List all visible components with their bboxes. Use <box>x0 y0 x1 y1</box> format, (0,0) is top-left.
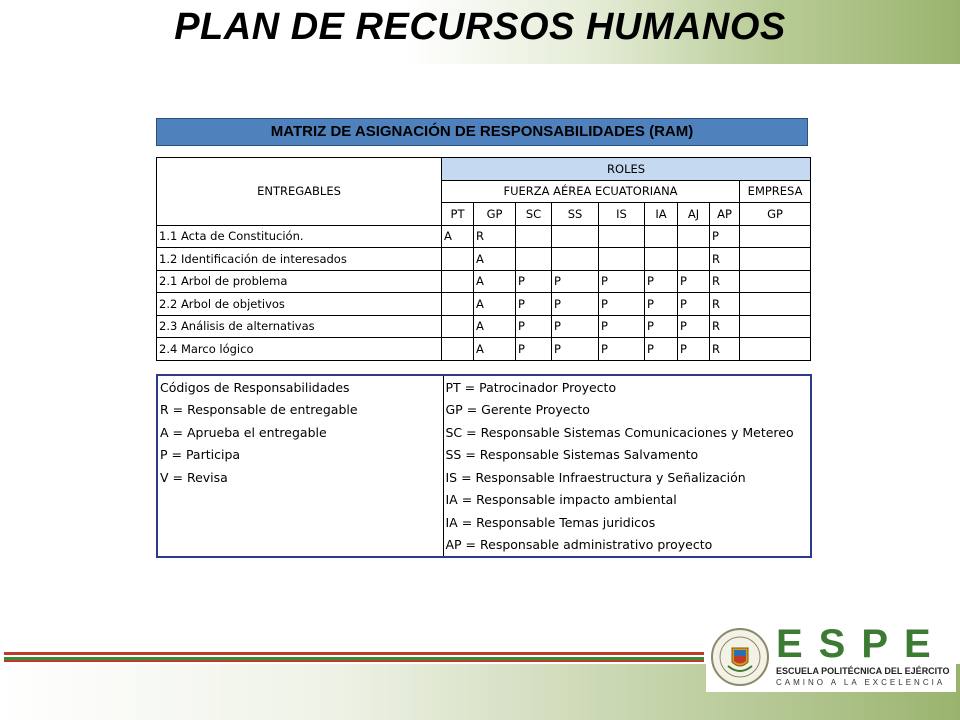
responsibility-cell <box>599 248 645 271</box>
responsibility-cell <box>552 248 599 271</box>
espe-motto: CAMINO A LA EXCELENCIA <box>776 678 946 687</box>
responsibility-cell <box>442 338 474 361</box>
responsibility-cell <box>552 225 599 248</box>
responsibility-cell: P <box>678 315 710 338</box>
deliverable-name: 1.2 Identificación de interesados <box>157 248 442 271</box>
role-column-header: GP <box>740 203 811 226</box>
responsibility-cell: A <box>474 338 516 361</box>
table-row <box>157 225 811 248</box>
responsibility-cell: P <box>516 338 552 361</box>
legend-row <box>157 466 811 489</box>
role-column-header: IS <box>599 203 645 226</box>
responsibility-cell: P <box>552 315 599 338</box>
espe-letters: ESPE <box>776 622 947 666</box>
espe-name: ESCUELA POLITÉCNICA DEL EJÉRCITO <box>776 666 950 676</box>
responsibility-cell <box>645 248 678 271</box>
responsibility-cell: A <box>474 270 516 293</box>
role-column-header: IA <box>645 203 678 226</box>
responsibility-cell: P <box>599 338 645 361</box>
responsibility-cell <box>442 248 474 271</box>
table-row <box>157 293 811 316</box>
group-empresa: EMPRESA <box>740 180 811 203</box>
responsibility-cell: P <box>678 293 710 316</box>
responsibility-cell: P <box>552 270 599 293</box>
deliverable-name: 2.1 Arbol de problema <box>157 270 442 293</box>
responsibility-cell: R <box>710 293 740 316</box>
legend-row <box>157 399 811 422</box>
legend-row <box>157 421 811 444</box>
deliverable-name: 2.4 Marco lógico <box>157 338 442 361</box>
responsibility-cell: A <box>474 315 516 338</box>
role-column-header: GP <box>474 203 516 226</box>
roles-header: ROLES <box>442 158 811 181</box>
code-legend-item <box>157 489 443 512</box>
ram-table <box>156 157 811 361</box>
role-column-header: AP <box>710 203 740 226</box>
responsibility-cell: P <box>516 293 552 316</box>
responsibility-cell: A <box>474 293 516 316</box>
responsibility-cell <box>740 338 811 361</box>
responsibility-cell: P <box>678 270 710 293</box>
responsibility-cell: P <box>645 338 678 361</box>
code-legend-item <box>157 534 443 558</box>
code-legend-item: P = Participa <box>157 444 443 467</box>
code-legend-item: R = Responsable de entregable <box>157 399 443 422</box>
table-row <box>157 338 811 361</box>
responsibility-cell <box>740 270 811 293</box>
role-column-header: SC <box>516 203 552 226</box>
deliverable-name: 2.2 Arbol de objetivos <box>157 293 442 316</box>
legend-row <box>157 444 811 467</box>
table-row <box>157 315 811 338</box>
role-column-header: AJ <box>678 203 710 226</box>
responsibility-cell <box>645 225 678 248</box>
role-column-header: PT <box>442 203 474 226</box>
responsibility-cell: R <box>710 315 740 338</box>
responsibility-cell <box>740 248 811 271</box>
seal-icon <box>710 626 770 688</box>
responsibility-cell: R <box>474 225 516 248</box>
legend-row <box>157 534 811 558</box>
responsibility-cell <box>442 293 474 316</box>
responsibility-cell <box>442 315 474 338</box>
responsibility-cell <box>678 248 710 271</box>
entregables-header: ENTREGABLES <box>157 158 442 226</box>
responsibility-cell: P <box>599 315 645 338</box>
deliverable-name: 2.3 Análisis de alternativas <box>157 315 442 338</box>
table-row <box>157 248 811 271</box>
flag-stripes <box>4 652 704 664</box>
responsibility-cell <box>740 225 811 248</box>
responsibility-cell: P <box>516 315 552 338</box>
codes-table <box>156 374 812 558</box>
code-legend-item <box>157 511 443 534</box>
responsibility-cell <box>516 248 552 271</box>
table-row <box>157 270 811 293</box>
responsibility-cell <box>442 270 474 293</box>
group-fuerza: FUERZA AÉREA ECUATORIANA <box>442 180 740 203</box>
responsibility-cell: P <box>552 293 599 316</box>
role-column-header: SS <box>552 203 599 226</box>
responsibility-cell: P <box>710 225 740 248</box>
responsibility-cell: P <box>516 270 552 293</box>
code-legend-item: V = Revisa <box>157 466 443 489</box>
responsibility-cell: R <box>710 248 740 271</box>
legend-row <box>157 375 811 399</box>
code-legend-item: Códigos de Responsabilidades <box>157 375 443 399</box>
role-legend-item: IS = Responsable Infraestructura y Señalización <box>445 469 746 485</box>
legend-row <box>157 511 811 534</box>
code-legend-item: A = Aprueba el entregable <box>157 421 443 444</box>
ram-title: MATRIZ DE ASIGNACIÓN DE RESPONSABILIDADES (RAM) <box>156 118 808 146</box>
responsibility-cell <box>678 225 710 248</box>
responsibility-cell <box>740 293 811 316</box>
responsibility-cell: P <box>552 338 599 361</box>
responsibility-cell <box>516 225 552 248</box>
role-legend-item: IA = Responsable impacto ambiental <box>445 492 677 508</box>
page-title: PLAN DE RECURSOS HUMANOS <box>174 6 786 48</box>
role-legend-item: SS = Responsable Sistemas Salvamento <box>445 447 699 463</box>
role-legend-item: GP = Gerente Proyecto <box>445 402 590 418</box>
responsibility-cell: R <box>710 338 740 361</box>
role-legend-item: SC = Responsable Sistemas Comunicaciones y Metereo <box>445 424 794 440</box>
espe-logo <box>706 622 956 692</box>
legend-row <box>157 489 811 512</box>
responsibility-cell: R <box>710 270 740 293</box>
responsibility-cell: P <box>599 270 645 293</box>
responsibility-cell: A <box>474 248 516 271</box>
responsibility-cell <box>740 315 811 338</box>
responsibility-cell: A <box>442 225 474 248</box>
role-legend-item: IA = Responsable Temas juridicos <box>445 514 656 530</box>
responsibility-cell: P <box>645 293 678 316</box>
deliverable-name: 1.1 Acta de Constitución. <box>157 225 442 248</box>
responsibility-cell: P <box>645 315 678 338</box>
role-legend-item: PT = Patrocinador Proyecto <box>445 379 617 395</box>
responsibility-cell: P <box>645 270 678 293</box>
responsibility-cell: P <box>678 338 710 361</box>
responsibility-cell: P <box>599 293 645 316</box>
role-legend-item: AP = Responsable administrativo proyecto <box>445 537 713 553</box>
responsibility-cell <box>599 225 645 248</box>
